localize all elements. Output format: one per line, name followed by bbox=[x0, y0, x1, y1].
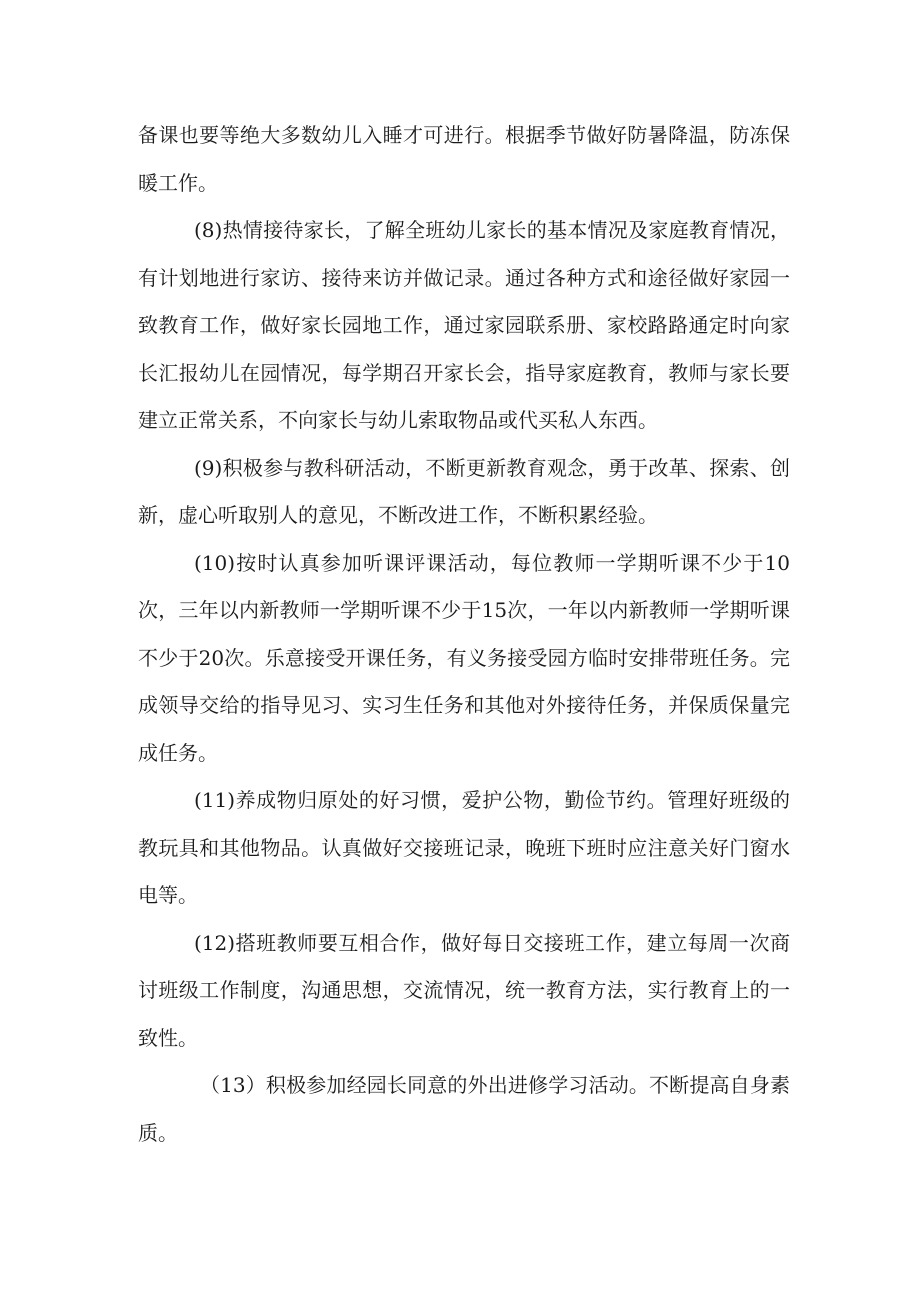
paragraph-item-10: (10)按时认真参加听课评课活动，每位教师一学期听课不少于10次，三年以内新教师一学期听课不少于15次，一年以内新教师一学期听课不少于20次。乐意接受开课任务，有义务接受园方临时安排带班任务。完成领导交给的指导见习、实习生任务和其他对外接待任务，并保质保量完成任务。 bbox=[138, 550, 790, 765]
paragraph-item-8: (8)热情接待家长，了解全班幼儿家长的基本情况及家庭教育情况，有计划地进行家访、接待来访并做记录。通过各种方式和途径做好家园一致教育工作，做好家长园地工作，通过家园联系册、家校路路通定时向家长汇报幼儿在园情况，每学期召开家长会，指导家庭教育，教师与家长要建立正常关系，不向家长与幼儿索取物品或代买私人东西。 bbox=[138, 218, 790, 432]
paragraph-continuation: 备课也要等绝大多数幼儿入睡才可进行。根据季节做好防暑降温，防冻保暖工作。 bbox=[138, 123, 790, 195]
paragraph-item-11: (11)养成物归原处的好习惯，爱护公物，勤俭节约。管理好班级的教玩具和其他物品。认真做好交接班记录，晚班下班时应注意关好门窗水电等。 bbox=[138, 788, 790, 907]
paragraph-item-13: （13）积极参加经园长同意的外出进修学习活动。不断提高自身素质。 bbox=[138, 1073, 790, 1145]
paragraph-item-9: (9)积极参与教科研活动，不断更新教育观念，勇于改革、探索、创新，虚心听取别人的意见，不断改进工作，不断积累经验。 bbox=[138, 455, 790, 527]
paragraph-item-12: (12)搭班教师要互相合作，做好每日交接班工作，建立每周一次商讨班级工作制度，沟通思想，交流情况，统一教育方法，实行教育上的一致性。 bbox=[138, 930, 790, 1050]
document-body bbox=[138, 112, 790, 1157]
